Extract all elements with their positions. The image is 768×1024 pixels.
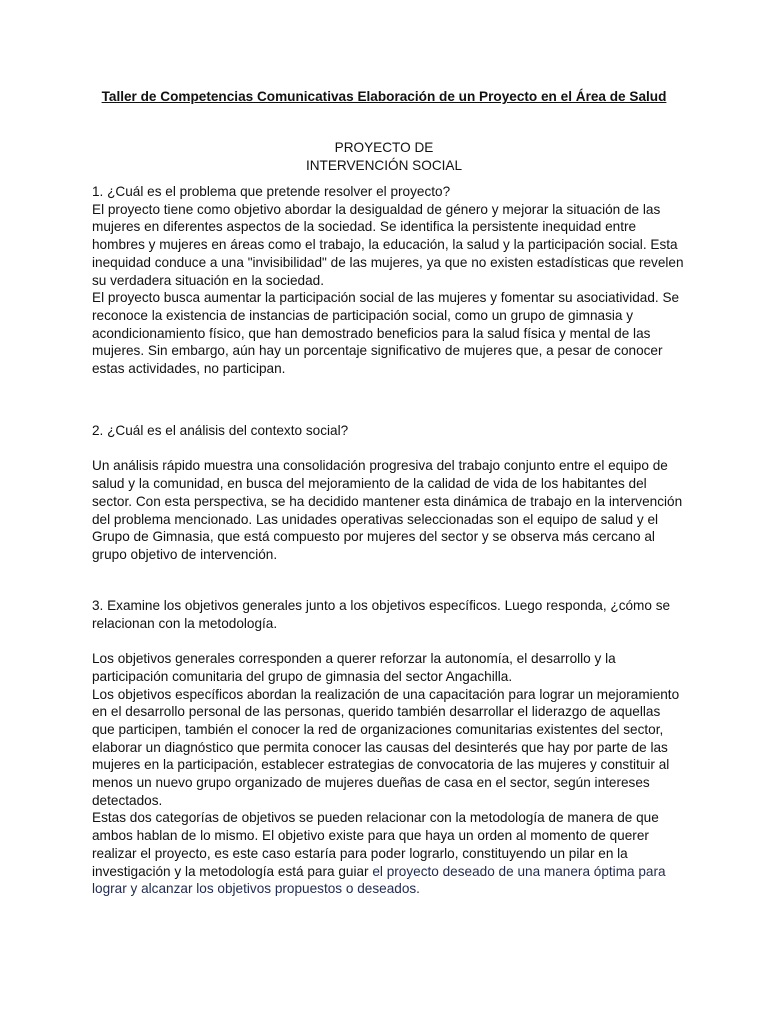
question-3-paragraph-2: Los objetivos específicos abordan la realización de una capacitación para lograr un mejoramiento en el desarrollo personal de las personas, querido también desarrollar el liderazgo de aquellas que participen, también el conocer la red de organizaciones comunitarias existentes del sector, elaborar un diagnóstico que permita conocer las causas del desinterés que hay por parte de las mujeres en la participación, establecer estrategias de convocatoria de las mujeres y constituir al menos un nuevo grupo organizado de mujeres dueñas de casa en el sector, según intereses detectados. bbox=[92, 686, 680, 808]
question-2-heading: 2. ¿Cuál es el análisis del contexto social? bbox=[92, 423, 349, 438]
document-title: Taller de Competencias Comunicativas Elaboración de un Proyecto en el Área de Salud bbox=[101, 89, 667, 104]
question-1-heading: 1. ¿Cuál es el problema que pretende resolver el proyecto? bbox=[92, 184, 451, 199]
section-question-1 bbox=[92, 183, 686, 378]
question-1-paragraph-2: El proyecto busca aumentar la participación social de las mujeres y fomentar su asociatividad. Se reconoce la existencia de instancias de participación social, como un grupo de gimnasia y acondicionamiento físico, que han demostrado beneficios para la salud física y mental de las mujeres. Sin embargo, aún hay un porcentaje significativo de mujeres que, a pesar de conocer estas actividades, no participan. bbox=[92, 290, 680, 377]
question-1-paragraph-1: El proyecto tiene como objetivo abordar la desigualdad de género y mejorar la situación de las mujeres en diferentes aspectos de la sociedad. Se identifica la persistente inequidad entre hombres y mujeres en áreas como el trabajo, la educación, la salud y la participación social. Esta inequidad conduce a una "invisibilidad" de las mujeres, ya que no existen estadísticas que revelen su verdadera situación en la sociedad. bbox=[92, 201, 684, 288]
question-3-paragraph-3-tail: el proyecto deseado de una manera óptima para lograr y alcanzar los objetivos propuestos o deseados. bbox=[92, 863, 666, 897]
question-3-paragraph-3 bbox=[92, 809, 686, 898]
document-subtitle bbox=[96, 139, 672, 175]
question-3-paragraph-3-head: Estas dos categorías de objetivos se pueden relacionar con la metodología de manera de que ambos hablan de lo mismo. El objetivo existe para que haya un orden al momento de querer realizar el proyecto, es este caso estaría para poder lograrlo, constituyendo un pilar en la investigación y la metodología está para guiar bbox=[92, 810, 659, 879]
subtitle-line-1: PROYECTO DE bbox=[334, 140, 434, 155]
section-question-2 bbox=[92, 422, 686, 564]
section-question-3 bbox=[92, 597, 686, 898]
question-3-heading: 3. Examine los objetivos generales junto a los objetivos específicos. Luego responda, ¿cómo se relacionan con la metodología. bbox=[92, 598, 671, 631]
question-2-paragraph-1: Un análisis rápido muestra una consolidación progresiva del trabajo conjunto entre el equipo de salud y la comunidad, en busca del mejoramiento de la calidad de vida de los habitantes del sector. Con esta perspectiva, se ha decidido mantener esta dinámica de trabajo en la intervención del problema mencionado. Las unidades operativas seleccionadas son el equipo de salud y el Grupo de Gimnasia, que está compuesto por mujeres del sector y se observa más cercano al grupo objetivo de intervención. bbox=[92, 458, 683, 562]
subtitle-line-2: INTERVENCIÓN SOCIAL bbox=[305, 158, 463, 173]
question-3-paragraph-1: Los objetivos generales corresponden a querer reforzar la autonomía, el desarrollo y la participación comunitaria del grupo de gimnasia del sector Angachilla. bbox=[92, 651, 616, 684]
